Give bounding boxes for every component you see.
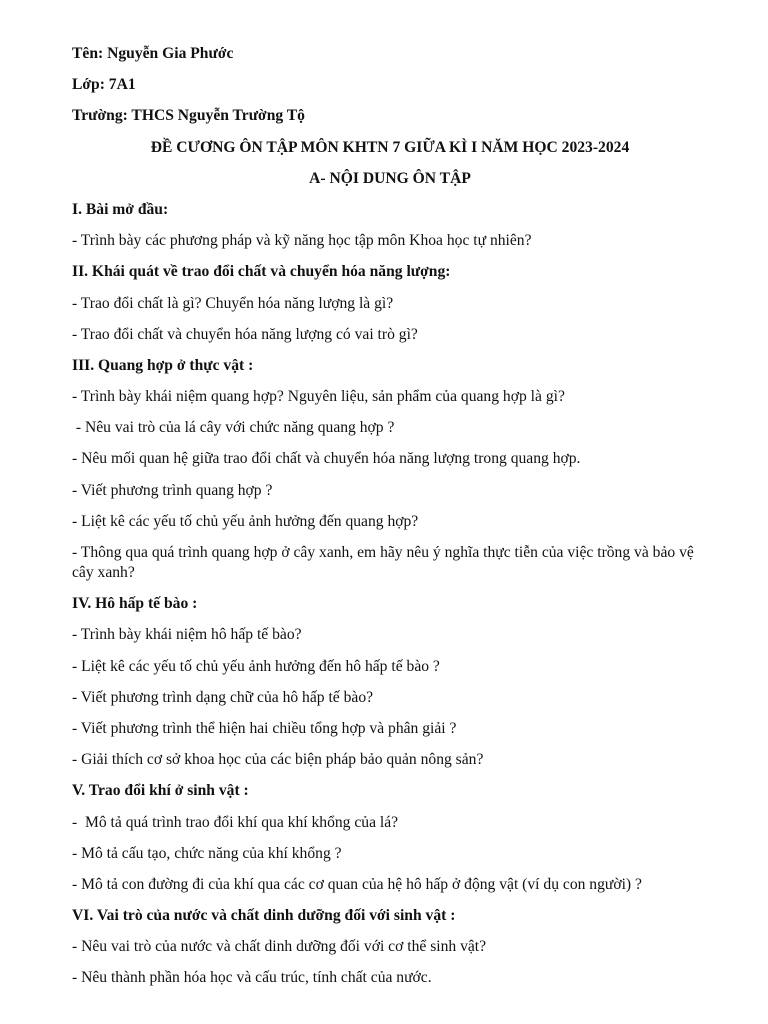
question-item: - Mô tả cấu tạo, chức năng của khí khổng ? [72,844,342,862]
document-title: ĐỀ CƯƠNG ÔN TẬP MÔN KHTN 7 GIỮA KÌ I NĂM HỌC 2023-2024 [150,138,630,156]
student-class: Lớp: 7A1 [72,76,136,94]
student-school: Trường: THCS Nguyễn Trường Tộ [72,107,305,125]
question-item: - Nêu vai trò của lá cây với chức năng quang hợp ? [72,419,395,437]
section-heading: V. Trao đổi khí ở sinh vật : [72,782,249,800]
question-item: - Liệt kê các yếu tố chủ yếu ảnh hưởng đến hô hấp tế bào ? [72,657,440,675]
question-item: - Mô tả quá trình trao đổi khí qua khí khổng của lá? [72,813,399,831]
question-item: - Viết phương trình thể hiện hai chiều tổng hợp và phân giải ? [72,719,457,737]
question-item: - Trao đổi chất là gì? Chuyển hóa năng lượng là gì? [72,294,394,312]
question-item: - Viết phương trình dạng chữ của hô hấp tế bào? [72,688,374,706]
question-item: - Nêu thành phần hóa học và cấu trúc, tính chất của nước. [72,969,432,987]
question-item: - Trao đổi chất và chuyển hóa năng lượng có vai trò gì? [72,325,418,343]
section-heading: III. Quang hợp ở thực vật : [72,356,254,374]
section-heading: VI. Vai trò của nước và chất dinh dưỡng đối với sinh vật : [72,907,456,925]
student-name: Tên: Nguyễn Gia Phước [72,45,234,62]
question-item: - Trình bày các phương pháp và kỹ năng học tập môn Khoa học tự nhiên? [72,232,532,250]
question-item: - Nêu mối quan hệ giữa trao đổi chất và chuyển hóa năng lượng trong quang hợp. [72,450,581,468]
question-item: - Giải thích cơ sở khoa học của các biện pháp bảo quản nông sản? [72,751,484,769]
question-item: - Trình bày khái niệm quang hợp? Nguyên liệu, sản phẩm của quang hợp là gì? [72,388,565,406]
section-heading: II. Khái quát về trao đổi chất và chuyển hóa năng lượng: [72,263,451,281]
question-item: - Viết phương trình quang hợp ? [72,481,273,499]
document-subtitle: A- NỘI DUNG ÔN TẬP [309,169,471,187]
question-item: - Thông qua quá trình quang hợp ở cây xanh, em hãy nêu ý nghĩa thực tiễn của việc trồng và bảo vệ cây xanh? [72,544,694,581]
question-item: - Trình bày khái niệm hô hấp tế bào? [72,626,302,644]
question-item: - Liệt kê các yếu tố chủ yếu ảnh hưởng đến quang hợp? [72,512,419,530]
question-item: - Nêu vai trò của nước và chất dinh dưỡng đối với cơ thể sinh vật? [72,938,487,956]
section-heading: I. Bài mở đầu: [72,200,169,218]
question-item: - Mô tả con đường đi của khí qua các cơ quan của hệ hô hấp ở động vật (ví dụ con người) ? [72,875,642,893]
section-heading: IV. Hô hấp tế bào : [72,595,198,613]
